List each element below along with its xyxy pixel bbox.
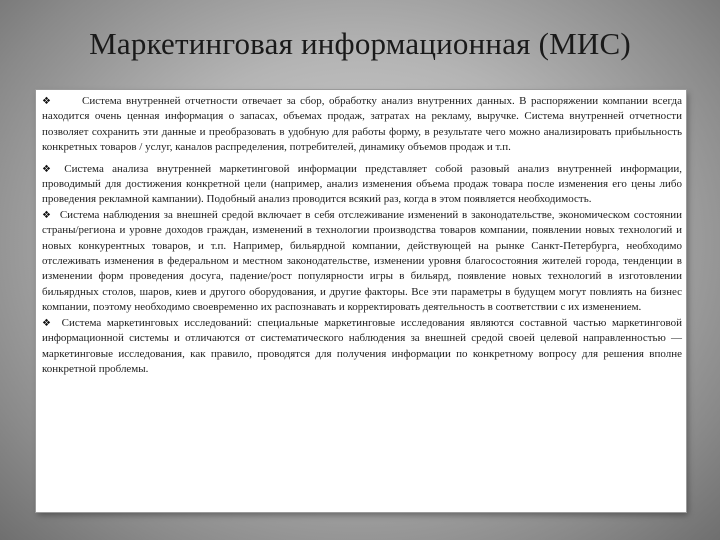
content-panel — [36, 90, 686, 512]
paragraph-marketing-research — [42, 316, 682, 378]
paragraph-environment-monitoring — [42, 208, 682, 316]
content-text — [42, 94, 682, 377]
bullet-diamond-icon: ❖ — [42, 96, 51, 107]
paragraph-text: Система анализа внутренней маркетинговой информации представляет собой разовый анализ внутренней информации, проводимый для достижения конкретной цели (например, анализ изменения объема продаж товара после изменения его цены либо проведения рекламной кампании). Подобный анализ проводится всякий раз, когда в этом появляется необходимость. — [42, 162, 682, 206]
paragraph-internal-reporting — [42, 94, 682, 156]
paragraph-internal-analysis — [42, 162, 682, 208]
slide-title: Маркетинговая информационная (МИС) — [89, 26, 631, 61]
paragraph-text: Система маркетинговых исследований: специальные маркетинговые исследования являются составной частью маркетинговой информационной системы и отличаются от систематического наблюдения за внешней средой своей целевой направленностью — маркетинговые исследования, как правило, проводятся для получения информации по конкретному вопросу для решения вполне конкретной проблемы. — [42, 316, 682, 375]
paragraph-text: Система внутренней отчетности отвечает за сбор, обработку анализ внутренних данных. В распоряжении компании всегда находится очень ценная информация о запасах, объемах продаж, затратах на рекламу, выручке. Система внутренней отчетности позволяет сохранить эти данные и преобразовать в удобную для работы форму, в результате чего можно анализировать прибыльность конкретных товаров / услуг, каналов распределения, потребителей, динамику объемов продаж и т.п. — [42, 95, 682, 154]
bullet-diamond-icon: ❖ — [42, 163, 51, 175]
bullet-diamond-icon: ❖ — [42, 317, 51, 329]
paragraph-text: Система наблюдения за внешней средой включает в себя отслеживание изменений в законодательстве, экономическом состоянии страны/региона и уровне доходов граждан, изменений в технологии производства товаров компании, появлении новых технологий и новых конкурентных товаров, и т.п. Например, бильярдной компании, действующей на рынке Санкт-Петербурга, необходимо отслеживать изменения в федеральном и местном законодательстве, изменении уровня благосостояния жителей города, тенденции в изменении форм проведения досуга, падение/рост популярности игры в бильярд, появление новых технологий в изготовлении бильярдных столов, шаров, киев и другого оборудования, и другие факторы. Все эти параметры в будущем могут повлиять на бизнес компании, поэтому необходимо своевременно их распознавать и корректировать деятельность в соответствии с их изменением. — [42, 208, 683, 314]
bullet-diamond-icon: ❖ — [42, 209, 51, 221]
